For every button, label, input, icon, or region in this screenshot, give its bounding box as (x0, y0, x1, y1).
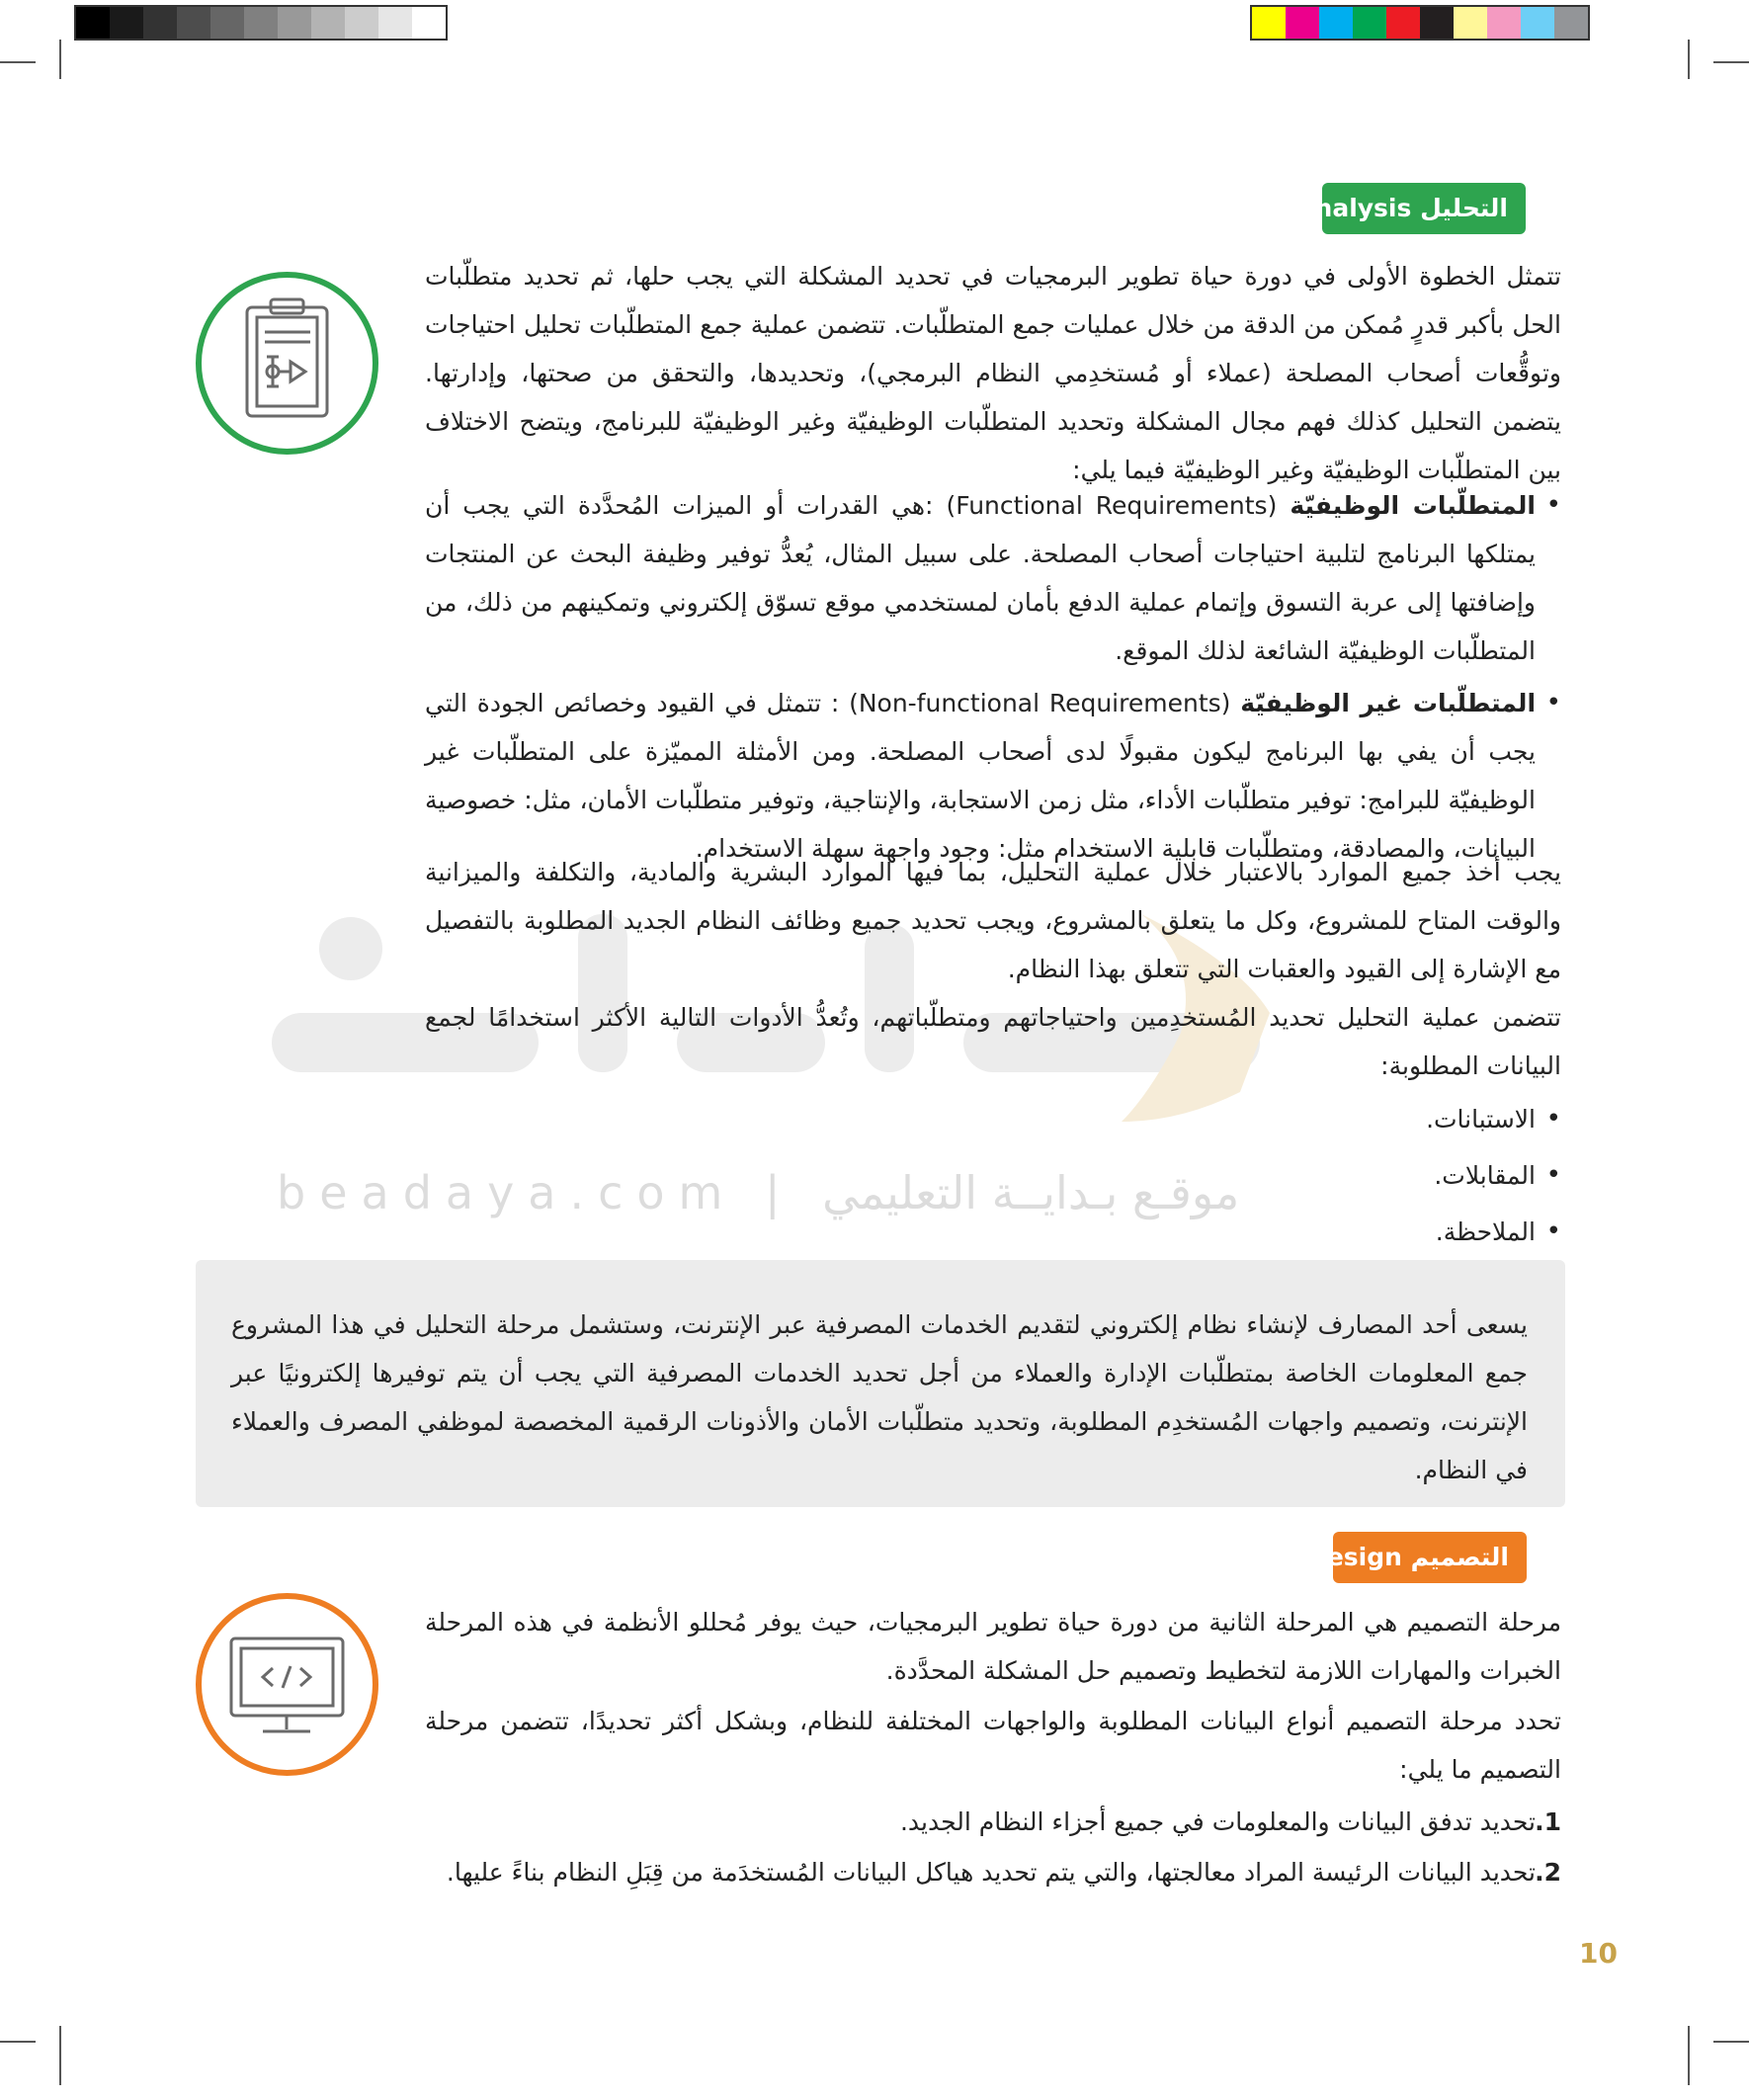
color-swatch (1487, 7, 1521, 39)
example-box (196, 1260, 1565, 1507)
analysis-tools-intro: تتضمن عملية التحليل تحديد المُستخدِمين واحتياجاتهم ومتطلّباتهم، وتُعدُّ الأدوات التالية الأكثر استخدامًا لجمع البيانات المطلوبة: (425, 1003, 1561, 1080)
design-section-tag: التصميم Design (1333, 1532, 1527, 1583)
color-swatch (1286, 7, 1319, 39)
grayscale-color-bar (74, 5, 448, 41)
color-swatch (76, 7, 110, 39)
list-item: • الاستبانات. (425, 1091, 1561, 1147)
analysis-intro: تتمثل الخطوة الأولى في دورة حياة تطوير البرمجيات في تحديد المشكلة التي يجب حلها، ثم تحديد متطلّبات الحل بأكبر قدرٍ مُمكن من الدقة من خلال عمليات جمع المتطلّبات. تتضمن عملية جمع المتطلّبات تحليل احتياجات وتوقُّعات أصحاب المصلحة (عملاء أو مُستخدِمي النظام البرمجي)، وتحديدها، والتحقق من صحتها، وإدارتها. يتضمن التحليل كذلك فهم مجال المشكلة وتحديد المتطلّبات الوظيفيّة وغير الوظيفيّة للبرنامج، ويتضح الاختلاف بين المتطلّبات الوظيفيّة وغير الوظيفيّة فيما يلي: (425, 262, 1561, 484)
color-swatch (1319, 7, 1353, 39)
bullet-term: المتطلّبات غير الوظيفيّة (1240, 689, 1537, 717)
design-icon-circle (196, 1593, 378, 1776)
color-swatch (378, 7, 412, 39)
bullet-text: : تتمثل في القيود وخصائص الجودة التي يجب أن يفي بها البرنامج ليكون مقبولًا لدى أصحاب المصلحة. ومن الأمثلة المميّزة على المتطلّبات غير الوظيفيّة للبرامج: توفير متطلّبات الأداء، مثل زمن الاستجابة، والإنتاجية، وتوفير متطلّبات الأمان، مثل: خصوصية البيانات، والمصادقة، ومتطلّبات قابلية الاستخدام مثل: وجود واجهة سهلة الاستخدام. (425, 689, 1536, 863)
list-item (425, 1848, 1561, 1896)
monitor-code-icon (202, 1599, 373, 1770)
step-number: 2. (1535, 1858, 1561, 1887)
watermark-text: beadaya.com | موقـع بـدايــة التعليمي (277, 1166, 1240, 1219)
analysis-tools-list (425, 1091, 1561, 1260)
crop-mark (59, 2026, 61, 2085)
page-number: 10 (1579, 1937, 1618, 1970)
crop-mark (59, 40, 61, 79)
color-swatch (345, 7, 378, 39)
design-paragraph-1: مرحلة التصميم هي المرحلة الثانية من دورة حياة تطوير البرمجيات، حيث يوفر مُحللو الأنظمة في هذه المرحلة الخبرات والمهارات اللازمة لتخطيط وتصميم حل المشكلة المحدَّدة. (425, 1608, 1561, 1685)
process-color-bar (1250, 5, 1590, 41)
color-swatch (1554, 7, 1588, 39)
color-swatch (1353, 7, 1386, 39)
analysis-section-tag: التحليل Analysis (1322, 183, 1526, 234)
crop-mark (1688, 40, 1690, 79)
bullet-english-term: (Functional Requirements) (946, 491, 1278, 520)
list-item (425, 481, 1561, 675)
list-item (425, 1798, 1561, 1846)
color-swatch (412, 7, 446, 39)
crop-mark (1713, 2041, 1749, 2043)
list-item: • المقابلات. (425, 1147, 1561, 1204)
color-swatch (1420, 7, 1454, 39)
step-text: تحديد البيانات الرئيسة المراد معالجتها، والتي يتم تحديد هياكل البيانات المُستخدَمة من قِبَلِ النظام بناءً عليها. (446, 1858, 1536, 1887)
color-swatch (1521, 7, 1554, 39)
color-swatch (177, 7, 210, 39)
step-text: تحديد تدفق البيانات والمعلومات في جميع أجزاء النظام الجديد. (899, 1807, 1536, 1836)
design-steps-list (425, 1798, 1561, 1896)
crop-mark (0, 2041, 36, 2043)
color-swatch (210, 7, 244, 39)
color-swatch (311, 7, 345, 39)
color-swatch (143, 7, 177, 39)
list-item: • الملاحظة. (425, 1204, 1561, 1260)
color-swatch (110, 7, 143, 39)
bullet-text: :هي القدرات أو الميزات المُحدَّدة التي يجب أن يمتلكها البرنامج لتلبية احتياجات أصحاب المصلحة. على سبيل المثال، يُعدُّ توفير وظيفة البحث عن المنتجات وإضافتها إلى عربة التسوق وإتمام عملية الدفع بأمان لمستخدمي موقع تسوّق إلكتروني وتمكينهم من ذلك، من المتطلّبات الوظيفيّة الشائعة لذلك الموقع. (425, 491, 1536, 665)
crop-mark (1688, 2026, 1690, 2085)
bullet-term: المتطلّبات الوظيفيّة (1290, 491, 1537, 520)
design-paragraph-2: تحدد مرحلة التصميم أنواع البيانات المطلوبة والواجهات المختلفة للنظام، وبشكل أكثر تحديدًا، تتضمن مرحلة التصميم ما يلي: (425, 1707, 1561, 1784)
analysis-icon-circle (196, 272, 378, 455)
color-swatch (244, 7, 278, 39)
bullet-english-term: (Non-functional Requirements) (849, 689, 1231, 717)
crop-mark (0, 61, 36, 63)
color-swatch (1454, 7, 1487, 39)
color-swatch (278, 7, 311, 39)
analysis-resources: يجب أخذ جميع الموارد بالاعتبار خلال عملية التحليل، بما فيها الموارد البشرية والمادية، والتكلفة والميزانية والوقت المتاح للمشروع، وكل ما يتعلق بالمشروع، ويجب تحديد جميع وظائف النظام الجديد المطلوبة بالتفصيل مع الإشارة إلى القيود والعقبات التي تتعلق بهذا النظام. (425, 858, 1561, 983)
color-swatch (1252, 7, 1286, 39)
list-item (425, 679, 1561, 873)
analysis-bullets (425, 481, 1561, 873)
step-number: 1. (1535, 1807, 1561, 1836)
example-text: يسعى أحد المصارف لإنشاء نظام إلكتروني لتقديم الخدمات المصرفية عبر الإنترنت، وستشمل مرحلة التحليل في هذا المشروع جمع المعلومات الخاصة بمتطلّبات الإدارة والعملاء من أجل تحديد الخدمات المصرفية التي يجب أن يتم توفيرها إلكترونيًا عبر الإنترنت، وتصميم واجهات المُستخدِم المطلوبة، وتحديد متطلّبات الأمان والأذونات الرقمية المخصصة لموظفي المصرف والعملاء في النظام. (231, 1310, 1528, 1484)
color-swatch (1386, 7, 1420, 39)
crop-mark (1713, 61, 1749, 63)
clipboard-flowchart-icon (202, 278, 373, 449)
